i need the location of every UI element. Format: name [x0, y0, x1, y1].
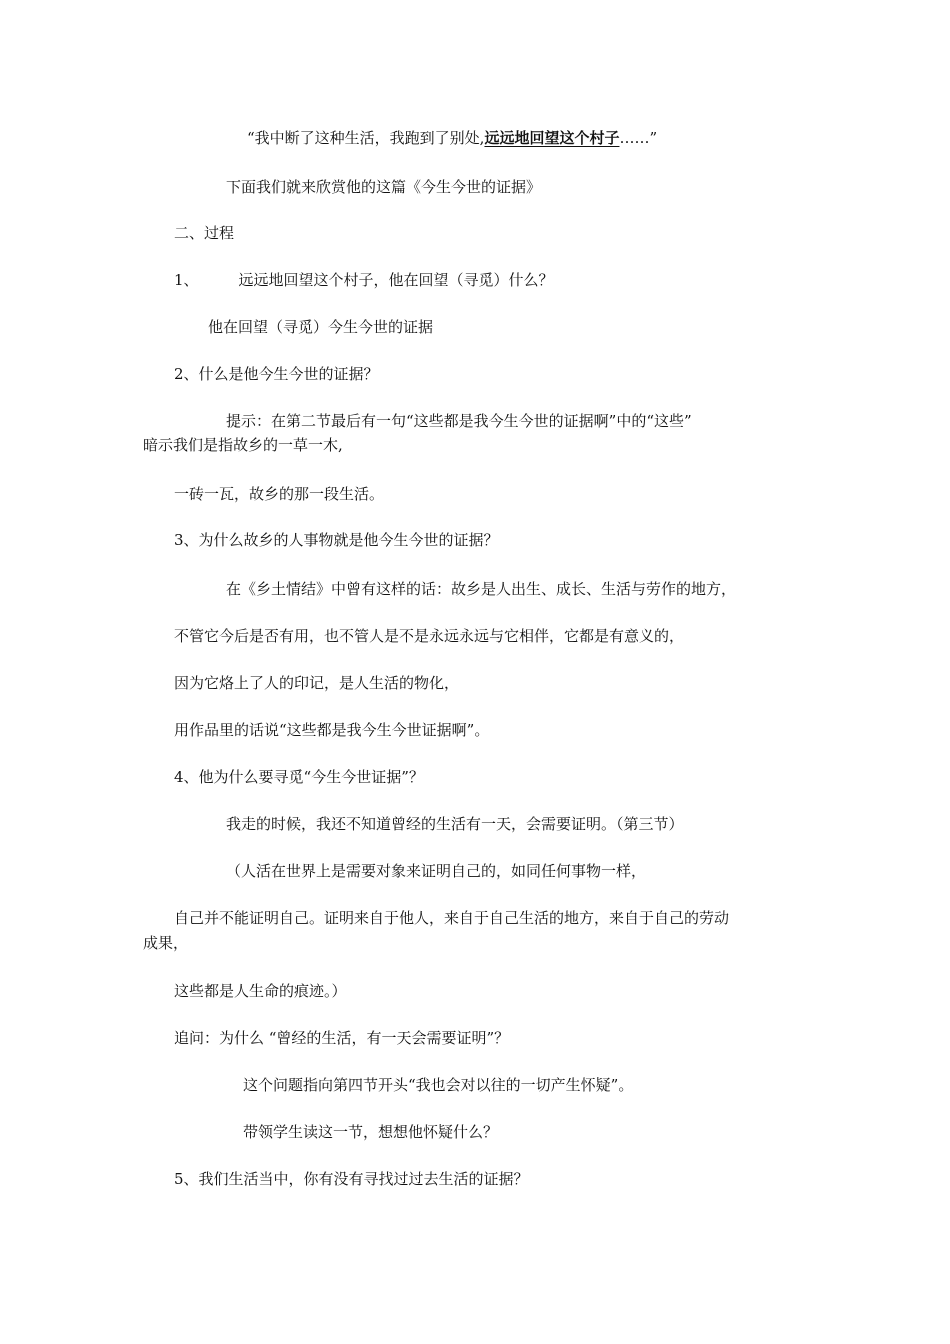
quote-underlined: 远远地回望这个村子: [484, 129, 620, 147]
q4-answer-3-line-1: 自己并不能证明自己。证明来自于他人，来自于自己生活的地方，来自于自己的劳动: [174, 909, 730, 927]
q4-answer-1: 我走的时候，我还不知道曾经的生活有一天，会需要证明。（第三节）: [226, 815, 684, 833]
q4-answer-2: （人活在世界上是需要对象来证明自己的，如同任何事物一样，: [226, 862, 647, 880]
quote-line: [247, 126, 657, 150]
hint-line-1: 提示：在第二节最后有一句“这些都是我今生今世的证据啊”中的“这些”: [226, 412, 692, 430]
question-1: [174, 268, 554, 292]
quote-open: “我中断了这种生活，我跑到了别处,: [247, 129, 485, 147]
question-1-text: 远远地回望这个村子，他在回望（寻觅）什么？: [238, 271, 554, 289]
followup-question: 追问：为什么 “曾经的生活，有一天会需要证明”？: [174, 1029, 510, 1047]
section-heading: 二、过程: [174, 224, 235, 242]
question-3: 3、为什么故乡的人事物就是他今生今世的证据？: [174, 531, 499, 549]
q4-answer-3-line-2: 成果，: [143, 934, 189, 952]
followup-answer-2: 带领学生读这一节，想想他怀疑什么？: [243, 1123, 499, 1141]
answer-1: 他在回望（寻觅）今生今世的证据: [208, 318, 434, 336]
followup-answer-1: 这个问题指向第四节开头“我也会对以往的一切产生怀疑”。: [243, 1076, 634, 1094]
intro-line: 下面我们就来欣赏他的这篇《今生今世的证据》: [226, 178, 542, 196]
question-4: 4、他为什么要寻觅“今生今世证据”？: [174, 768, 424, 786]
q3-paragraph-3: 因为它烙上了人的印记，是人生活的物化，: [174, 674, 460, 692]
question-2: 2、什么是他今生今世的证据？: [174, 365, 379, 383]
quote-close: ……”: [619, 129, 658, 147]
q3-paragraph-4: 用作品里的话说“这些都是我今生今世证据啊”。: [174, 721, 490, 739]
q3-paragraph-2: 不管它今后是否有用，也不管人是不是永远永远与它相伴，它都是有意义的，: [174, 627, 685, 645]
hint-line-3: 一砖一瓦，故乡的那一段生活。: [174, 485, 385, 503]
question-5: 5、我们生活当中，你有没有寻找过过去生活的证据？: [174, 1170, 529, 1188]
q3-paragraph-1: 在《乡土情结》中曾有这样的话：故乡是人出生、成长、生活与劳作的地方，: [226, 580, 737, 598]
q4-answer-4: 这些都是人生命的痕迹。）: [174, 982, 347, 1000]
question-1-number: 1、: [174, 271, 199, 289]
hint-line-2: 暗示我们是指故乡的一草一木,: [143, 436, 343, 454]
